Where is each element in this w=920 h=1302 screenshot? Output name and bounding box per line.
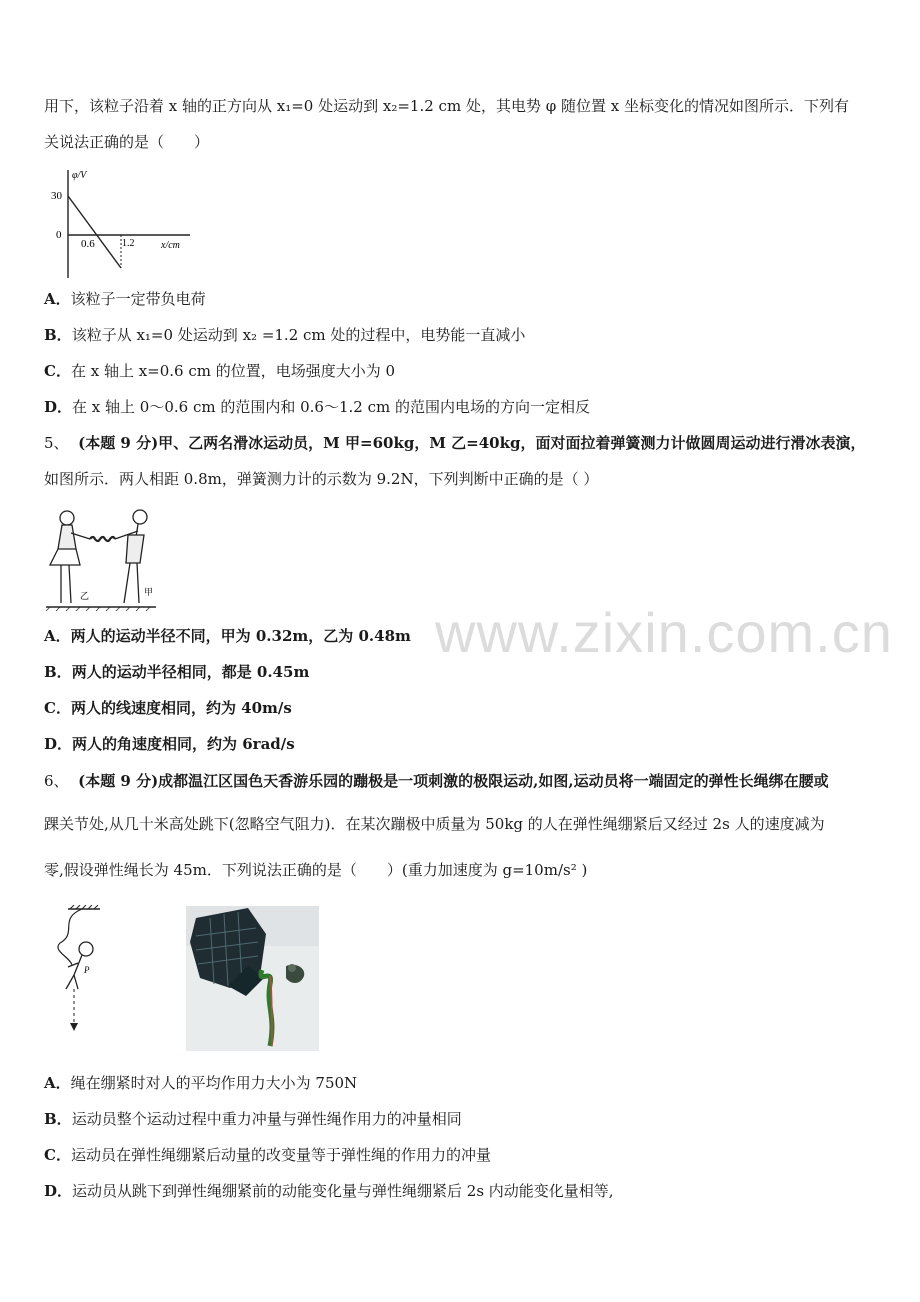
point-p-label: P xyxy=(84,965,90,975)
potential-line xyxy=(68,196,121,268)
q6-option-b[interactable]: B．运动员整个运动过程中重力冲量与弹性绳作用力的冲量相同 xyxy=(44,1110,462,1128)
q5-option-a[interactable]: A．两人的运动半径不同，甲为 0.32m，乙为 0.48m xyxy=(44,627,411,645)
bungee-schematic xyxy=(48,905,108,1035)
q4-option-d[interactable]: D．在 x 轴上 0～0.6 cm 的范围内和 0.6～1.2 cm 的范围内电场的方向一定相反 xyxy=(44,398,590,416)
q6-stem-line-2: 踝关节处,从几十米高处跳下(忽略空气阻力)．在某次蹦极中质量为 50kg 的人在弹性绳绷紧后又经过 2s 人的速度减为 xyxy=(44,815,825,833)
x-tick-0.6: 0.6 xyxy=(81,238,95,250)
q4-option-b[interactable]: B．该粒子从 x₁=0 处运动到 x₂ =1.2 cm 处的过程中，电势能一直减小 xyxy=(44,326,526,344)
x-axis-label: x/cm xyxy=(161,240,180,251)
q5-option-b[interactable]: B．两人的运动半径相同，都是 0.45m xyxy=(44,663,310,681)
q4-option-c[interactable]: C．在 x 轴上 x=0.6 cm 的位置，电场强度大小为 0 xyxy=(44,362,396,380)
q6-stem-line-3: 零,假设弹性绳长为 45m．下列说法正确的是（ ）(重力加速度为 g=10m/s² ) xyxy=(44,861,588,879)
q6-option-a[interactable]: A．绳在绷紧时对人的平均作用力大小为 750N xyxy=(44,1074,358,1092)
jumper-head xyxy=(79,942,93,956)
skater-yi xyxy=(50,511,90,603)
q4-stem-line-2: 关说法正确的是（ ） xyxy=(44,133,210,151)
skaters-figure xyxy=(44,505,164,611)
q5-option-d[interactable]: D．两人的角速度相同，约为 6rad/s xyxy=(44,735,295,753)
origin-label: 0 xyxy=(56,229,62,241)
q6-option-d[interactable]: D．运动员从跳下到弹性绳绷紧前的动能变化量与弹性绳绷紧后 2s 内动能变化量相等, xyxy=(44,1182,614,1200)
y-tick-30: 30 xyxy=(51,190,62,202)
elastic-rope xyxy=(58,909,82,965)
bungee-photo xyxy=(186,906,319,1051)
q5-stem-line-1: 5、 (本题 9 分)甲、乙两名滑冰运动员，M 甲=60kg，M 乙=40kg，面对面拉着弹簧测力计做圆周运动进行滑冰表演， xyxy=(44,434,866,452)
q6-stem-line-1: 6、 (本题 9 分)成都温江区国色天香游乐园的蹦极是一项刺激的极限运动,如图,运动员将一端固定的弹性长绳绑在腰或 xyxy=(44,772,829,790)
q4-option-a[interactable]: A．该粒子一定带负电荷 xyxy=(44,290,206,308)
x-tick-1.2: 1.2 xyxy=(122,238,135,249)
q5-option-c[interactable]: C．两人的线速度相同，约为 40m/s xyxy=(44,699,292,717)
label-yi: 乙 xyxy=(80,592,90,602)
potential-position-graph xyxy=(50,166,200,282)
q4-stem-line-1: 用下，该粒子沿着 x 轴的正方向从 x₁=0 处运动到 x₂=1.2 cm 处，其电势 φ 随位置 x 坐标变化的情况如图所示．下列有 xyxy=(44,97,849,115)
q5-stem-line-2: 如图所示．两人相距 0.8m，弹簧测力计的示数为 9.2N，下列判断中正确的是（ ） xyxy=(44,470,599,488)
q6-option-c[interactable]: C．运动员在弹性绳绷紧后动量的改变量等于弹性绳的作用力的冲量 xyxy=(44,1146,491,1164)
label-jia: 甲 xyxy=(144,588,154,598)
spring-scale xyxy=(90,537,115,541)
watermark-text: www.zixin.com.cn xyxy=(435,601,893,664)
y-axis-label: φ/V xyxy=(72,170,87,181)
skater-jia xyxy=(115,510,147,603)
